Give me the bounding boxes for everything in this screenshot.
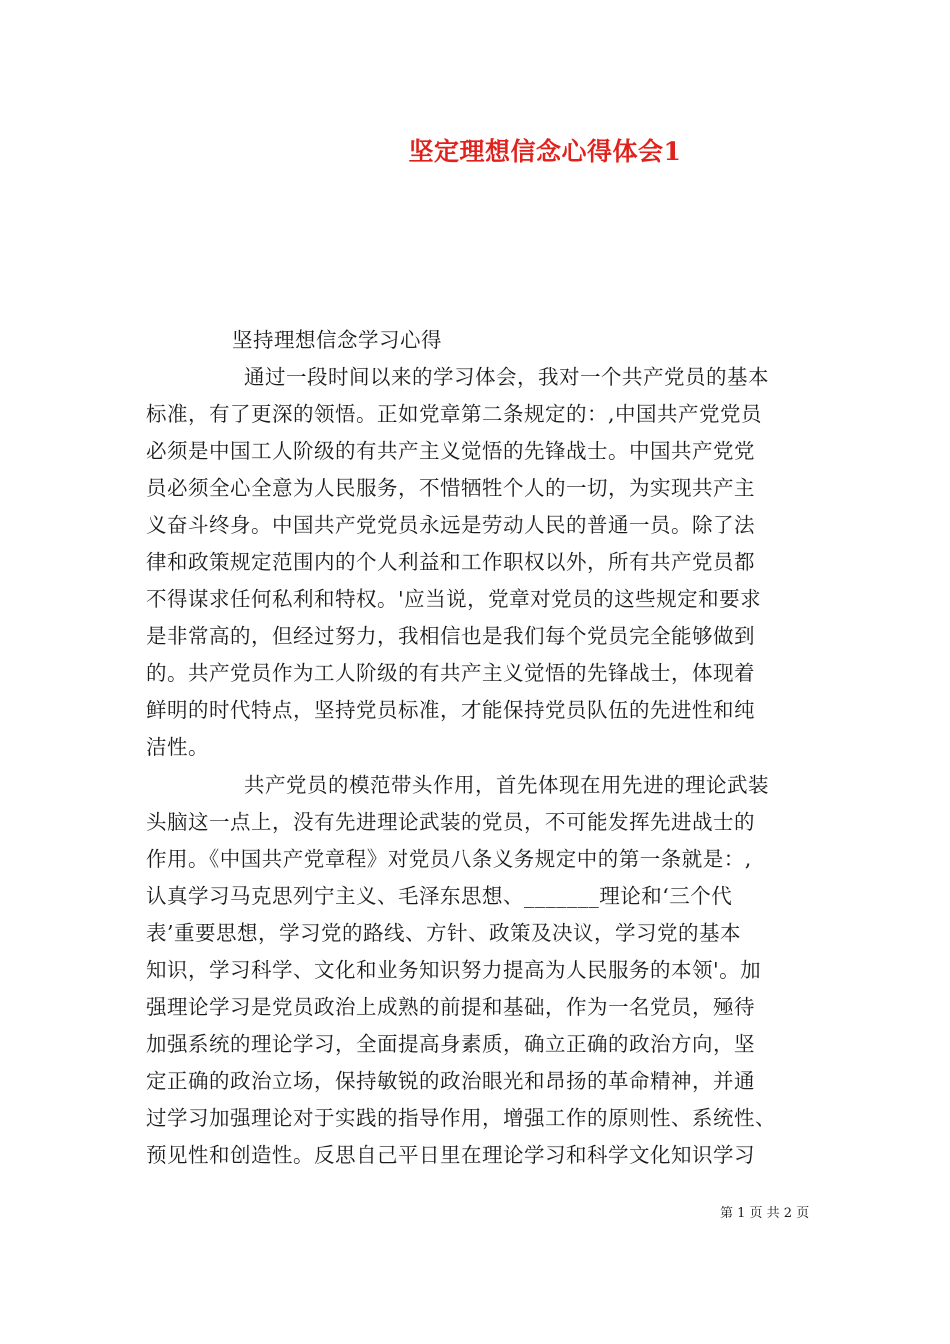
text-line: 认真学习马克思列宁主义、毛泽东思想、_______理论和‘三个代 bbox=[146, 884, 733, 908]
text-line: 头脑这一点上，没有先进理论武装的党员，不可能发挥先进战士的 bbox=[146, 810, 755, 834]
text-line: 知识，学习科学、文化和业务知识努力提高为人民服务的本领'。加 bbox=[146, 958, 762, 982]
text-line: 共产党员的模范带头作用，首先体现在用先进的理论武装 bbox=[244, 773, 769, 797]
text-line: 过学习加强理论对于实践的指导作用，增强工作的原则性、系统性、 bbox=[146, 1106, 776, 1130]
document-title: 坚定理想信念心得体会1 bbox=[408, 137, 682, 166]
text-line: 通过一段时间以来的学习体会，我对一个共产党员的基本 bbox=[244, 365, 769, 389]
page-number: 第 1 页 共 2 页 bbox=[720, 1206, 810, 1221]
text-line: 不得谋求任何私利和特权。'应当说，党章对党员的这些规定和要求 bbox=[146, 587, 762, 611]
text-line: 加强系统的理论学习，全面提高身素质，确立正确的政治方向，坚 bbox=[146, 1032, 755, 1056]
text-line: 强理论学习是党员政治上成熟的前提和基础，作为一名党员，殛待 bbox=[146, 995, 755, 1019]
subheading: 坚持理想信念学习心得 bbox=[232, 328, 442, 352]
text-line: 预见性和创造性。反思自己平日里在理论学习和科学文化知识学习 bbox=[146, 1143, 755, 1167]
text-line: 是非常高的，但经过努力，我相信也是我们每个党员完全能够做到 bbox=[146, 624, 755, 648]
text-line: 律和政策规定范围内的个人利益和工作职权以外，所有共产党员都 bbox=[146, 550, 755, 574]
text-line: 鲜明的时代特点，坚持党员标准，才能保持党员队伍的先进性和纯 bbox=[146, 698, 755, 722]
text-line: 义奋斗终身。中国共产党党员永远是劳动人民的普通一员。除了法 bbox=[146, 513, 755, 537]
text-line: 必须是中国工人阶级的有共产主义觉悟的先锋战士。中国共产党党 bbox=[146, 439, 755, 463]
text-line: 作用。《中国共产党章程》对党员八条义务规定中的第一条就是：, bbox=[146, 847, 752, 871]
text-line: 标准，有了更深的领悟。正如党章第二条规定的：,中国共产党党员 bbox=[146, 402, 763, 426]
text-line: 洁性。 bbox=[146, 735, 209, 759]
text-line: 定正确的政治立场，保持敏锐的政治眼光和昂扬的革命精神，并通 bbox=[146, 1069, 755, 1093]
text-line: 员必须全心全意为人民服务，不惜牺牲个人的一切，为实现共产主 bbox=[146, 476, 755, 500]
text-line: 表’重要思想，学习党的路线、方针、政策及决议，学习党的基本 bbox=[146, 921, 742, 945]
text-line: 的。共产党员作为工人阶级的有共产主义觉悟的先锋战士，体现着 bbox=[146, 661, 755, 685]
